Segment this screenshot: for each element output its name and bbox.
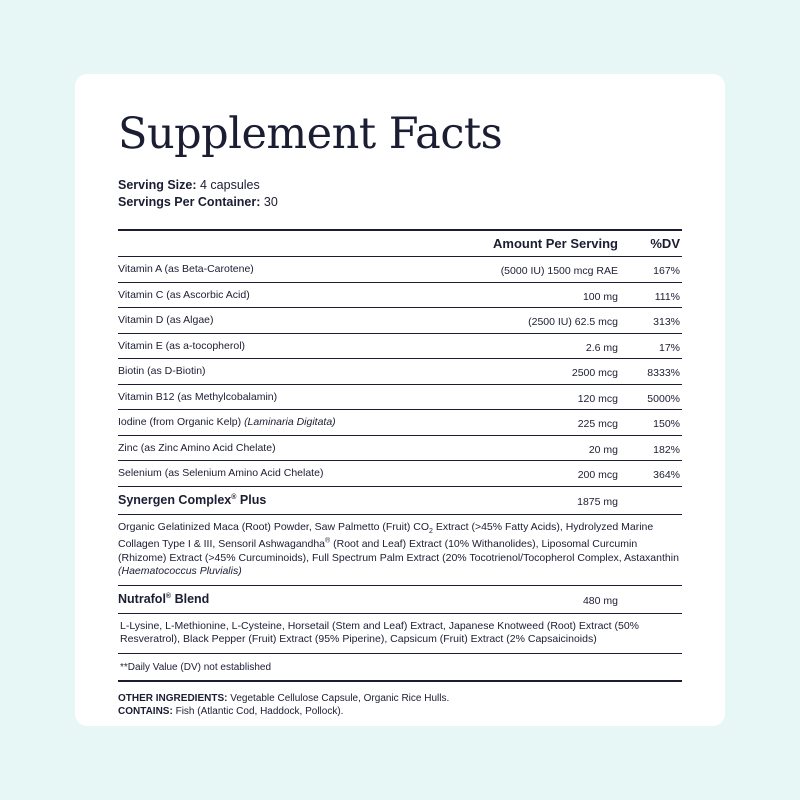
serving-info: [118, 177, 278, 211]
nutrient-dv: 5000%: [647, 392, 680, 405]
nutrient-amount: 20 mg: [588, 443, 618, 456]
blend-synergen-name: Synergen Complex® Plus: [118, 492, 267, 507]
nutrient-amount: 225 mcg: [577, 418, 618, 430]
nutrient-dv: 182%: [653, 443, 680, 456]
nutrient-dv: 8333%: [647, 367, 680, 379]
supplement-facts-panel: [75, 74, 725, 726]
nutrient-name: Vitamin A (as Beta-Carotene): [118, 263, 254, 275]
table-row: [118, 257, 682, 283]
nutrient-amount: (2500 IU) 62.5 mcg: [528, 316, 618, 328]
nutrient-dv: 313%: [653, 316, 680, 328]
blend-nutrafol-name: Nutrafol® Blend: [118, 591, 210, 606]
blend-synergen-amount: 1875 mg: [577, 495, 618, 508]
nutrient-amount: (5000 IU) 1500 mcg RAE: [500, 265, 618, 277]
table-row: [118, 308, 682, 334]
table-header: [118, 231, 682, 257]
dv-footnote: **Daily Value (DV) not established: [118, 654, 682, 682]
contains-line: CONTAINS: Fish (Atlantic Cod, Haddock, Pollock).: [118, 705, 344, 717]
nutrient-dv: 17%: [658, 341, 680, 354]
blend-synergen-row: [118, 487, 682, 515]
serving-size-value: 4 capsules: [199, 178, 260, 192]
nutrient-amount: 120 mcg: [577, 392, 618, 405]
table-row: [118, 359, 682, 385]
blend-nutrafol-row: [118, 586, 682, 614]
nutrient-amount: 100 mg: [582, 290, 618, 303]
serving-size-label: Serving Size:: [118, 178, 197, 192]
nutrient-dv: 111%: [654, 290, 680, 303]
facts-table: [118, 229, 682, 718]
serving-size: [118, 177, 278, 194]
nutrient-dv: 364%: [653, 469, 680, 481]
page-title: Supplement Facts: [118, 109, 503, 159]
nutrient-name: Vitamin E (as a-tocopherol): [118, 339, 246, 352]
nutrient-dv: 167%: [653, 265, 680, 277]
other-ingredients-line: OTHER INGREDIENTS: Vegetable Cellulose Capsule, Organic Rice Hulls.: [118, 692, 450, 704]
nutrient-name: Vitamin C (as Ascorbic Acid): [118, 288, 250, 301]
nutrient-list: [118, 257, 682, 487]
servings-per-container: [118, 194, 278, 211]
blend-nutrafol-amount: 480 mg: [582, 594, 618, 607]
table-row: [118, 410, 682, 436]
nutrient-amount: 2.6 mg: [585, 341, 618, 354]
blend-synergen-ingredients: Organic Gelatinized Maca (Root) Powder, Saw Palmetto (Fruit) $CO_2$ Extract (>45% Fatty Acids), Hydrolyzed Marine Collagen Type I & III, Sensoril Ashwagandha® (Root and Leaf) Extract (10% Withanolides), Liposomal Curcumin (Rhizome) Extract (>45% Curcuminoids), Full Spectrum Palm Extract (20% Tocotrienol/Tocopherol Complex, Astaxanthin (Haematococcus Pluvialis): [118, 515, 682, 586]
table-row: [118, 334, 682, 360]
nutrient-name: Vitamin D (as Algae): [118, 314, 214, 326]
servings-per-container-label: Servings Per Container:: [118, 195, 261, 209]
nutrient-dv: 150%: [653, 418, 680, 430]
blend-nutrafol-ingredients: L-Lysine, L-Methionine, L-Cysteine, Horsetail (Stem and Leaf) Extract, Japanese Knotweed (Root) Extract (50% Resveratrol), Black Pepper (Fruit) Extract (95% Piperine), Capsicum (Fruit) Extract (2% Capsaicinoids): [118, 614, 682, 654]
other-ingredients: [118, 682, 682, 718]
nutrient-name: Zinc (as Zinc Amino Acid Chelate): [118, 441, 276, 454]
table-row: [118, 436, 682, 462]
servings-per-container-value: 30: [263, 195, 278, 209]
nutrient-name: Biotin (as D-Biotin): [118, 365, 206, 377]
table-row: [118, 385, 682, 411]
table-row: [118, 283, 682, 309]
table-row: [118, 461, 682, 487]
nutrient-name: Iodine (from Organic Kelp) (Laminaria Digitata): [118, 416, 336, 428]
nutrient-amount: 200 mcg: [577, 469, 618, 481]
nutrient-amount: 2500 mcg: [571, 367, 618, 379]
dv-header: %DV: [650, 236, 680, 251]
amount-header: Amount Per Serving: [493, 236, 618, 251]
nutrient-name: Vitamin B12 (as Methylcobalamin): [118, 390, 278, 403]
nutrient-name: Selenium (as Selenium Amino Acid Chelate): [118, 467, 324, 479]
